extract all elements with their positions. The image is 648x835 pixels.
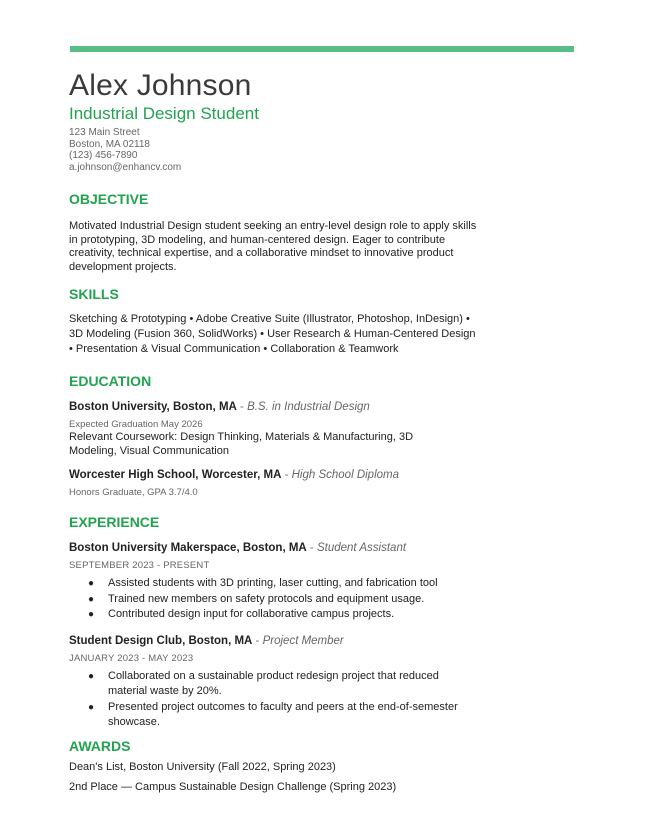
experience-title (69, 634, 569, 649)
education-org: Boston University, Boston, MA (69, 401, 237, 413)
header-accent-bar (70, 46, 574, 52)
experience-dates: SEPTEMBER 2023 - PRESENT (69, 560, 210, 571)
bullet-item (69, 669, 474, 700)
education-title (69, 400, 569, 415)
education-meta: Expected Graduation May 2026 (69, 419, 203, 430)
objective-heading: OBJECTIVE (69, 191, 149, 207)
bullet-dot-icon: ● (88, 593, 95, 605)
bullet-dot-icon: ● (88, 609, 95, 620)
contact-info (69, 127, 569, 173)
education-degree: B.S. in Industrial Design (247, 401, 370, 413)
experience-entry (69, 634, 569, 731)
experience-org: Boston University Makerspace, Boston, MA (69, 542, 307, 554)
bullet-text: Trained new members on safety protocols and equipment usage. (108, 592, 425, 605)
bullet-item (69, 700, 474, 731)
experience-title (69, 541, 569, 556)
experience-bullets (69, 576, 569, 623)
title-separator: - (281, 469, 292, 481)
title-separator: - (306, 542, 317, 554)
resume-page (69, 68, 569, 794)
education-title (69, 468, 569, 483)
contact-email[interactable]: a.johnson@enhancv.com (69, 161, 182, 173)
bullet-item (69, 607, 569, 623)
title-separator: - (252, 634, 263, 647)
objective-text: Motivated Industrial Design student seeking an entry-level design role to apply skills in prototyping, 3D modeling, and human-centered design. Eager to contribute creativity, technical expertise, and a collaborative mindset to innovative product development projects. (69, 220, 477, 273)
experience-entry (69, 541, 569, 623)
award-item: Dean's List, Boston University (Fall 2022, Spring 2023) (69, 760, 336, 773)
contact-street: 123 Main Street (69, 127, 140, 138)
candidate-name: Alex Johnson (69, 69, 252, 102)
bullet-dot-icon: ● (88, 578, 95, 589)
experience-role: Project Member (262, 634, 344, 647)
awards-section (69, 737, 569, 794)
experience-heading: EXPERIENCE (69, 514, 160, 530)
bullet-text: Contributed design input for collaborative campus projects. (108, 608, 395, 620)
skills-heading: SKILLS (69, 286, 119, 302)
award-item: 2nd Place — Campus Sustainable Design Challenge (Spring 2023) (69, 780, 397, 793)
education-entry (69, 400, 569, 458)
candidate-role: Industrial Design Student (69, 104, 259, 123)
skills-text: Sketching & Prototyping • Adobe Creative Suite (Illustrator, Photoshop, InDesign) • 3D Modeling (Fusion 360, SolidWorks) • User Research & Human-Centered Design • Presentation & Visual Communication • Collaboration & Teamwork (69, 313, 476, 355)
title-separator: - (236, 401, 248, 413)
bullet-item (69, 592, 569, 608)
bullet-dot-icon: ● (88, 670, 95, 682)
experience-role: Student Assistant (316, 542, 407, 554)
education-section (69, 372, 569, 499)
skills-section (69, 285, 569, 357)
bullet-item (69, 576, 569, 592)
experience-dates: JANUARY 2023 - MAY 2023 (69, 652, 194, 664)
experience-bullets (69, 669, 474, 731)
resume-header (69, 68, 569, 173)
contact-phone: (123) 456-7890 (69, 150, 138, 161)
bullet-text: Presented project outcomes to faculty and peers at the end-of-semester showcase. (108, 700, 458, 728)
awards-heading: AWARDS (69, 737, 131, 754)
bullet-text: Collaborated on a sustainable product redesign project that reduced material waste by 20%. (108, 669, 439, 697)
contact-city: Boston, MA 02118 (69, 138, 150, 150)
bullet-text: Assisted students with 3D printing, laser cutting, and fabrication tool (108, 577, 438, 589)
education-degree: High School Diploma (291, 469, 399, 481)
objective-section (69, 190, 569, 274)
education-entry (69, 468, 569, 499)
education-meta: Honors Graduate, GPA 3.7/4.0 (69, 487, 198, 498)
education-coursework: Relevant Coursework: Design Thinking, Materials & Manufacturing, 3D Modeling, Visual Communication (69, 431, 414, 457)
bullet-dot-icon: ● (88, 701, 95, 713)
experience-org: Student Design Club, Boston, MA (69, 634, 253, 647)
experience-section (69, 513, 569, 731)
education-heading: EDUCATION (69, 373, 152, 389)
education-org: Worcester High School, Worcester, MA (69, 469, 282, 481)
